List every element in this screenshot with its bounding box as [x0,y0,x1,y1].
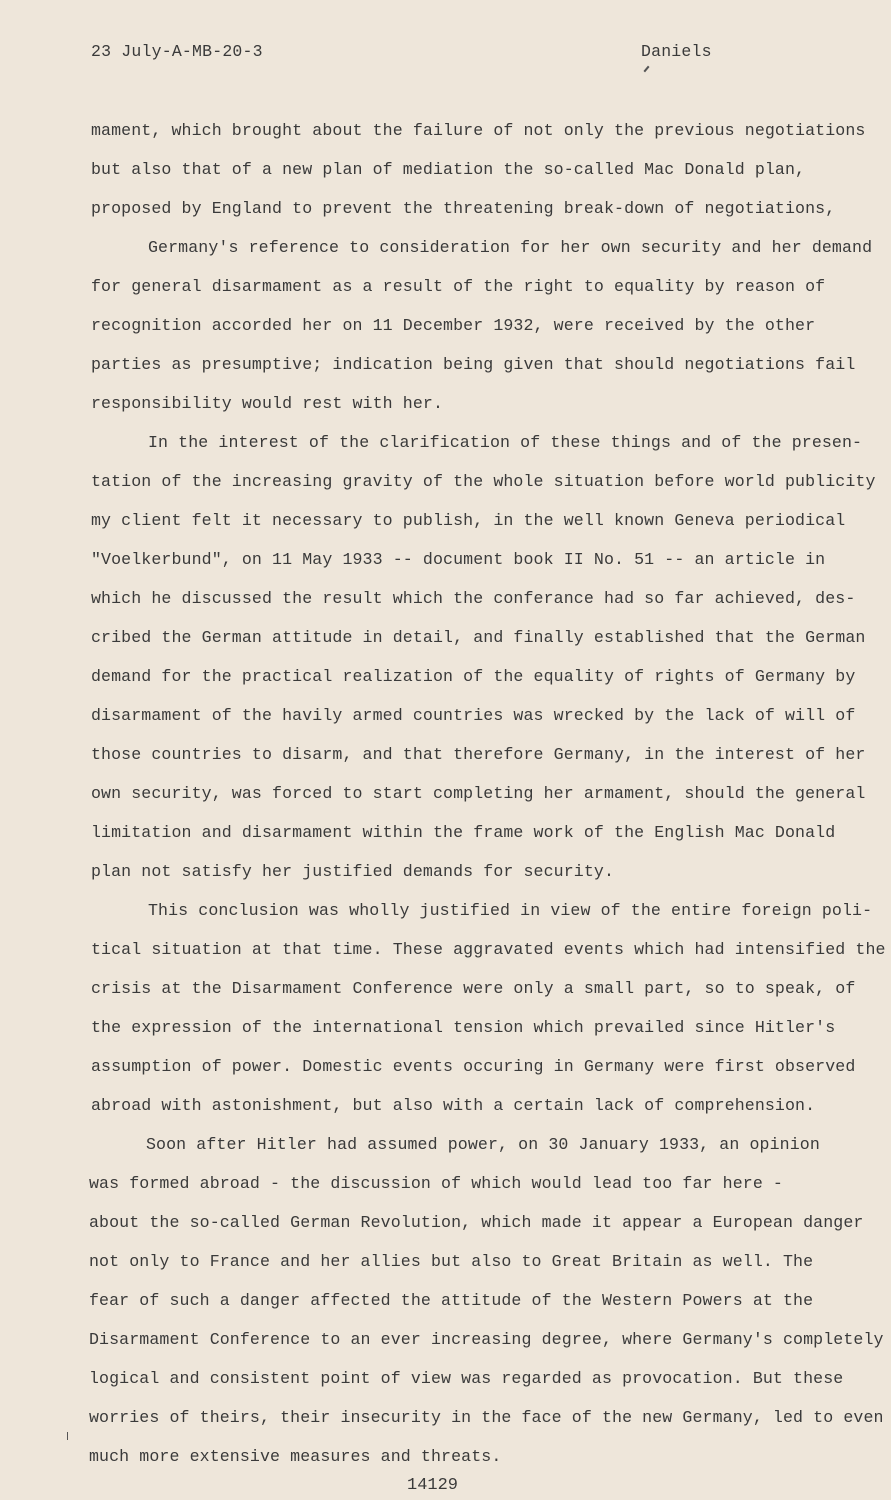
body-line: plan not satisfy her justified demands for security. [91,862,615,881]
body-line: much more extensive measures and threats. [89,1447,502,1466]
body-line: for general disarmament as a result of the right to equality by reason of [91,277,826,296]
body-line: my client felt it necessary to publish, in the well known Geneva periodical [91,511,846,530]
body-line: disarmament of the havily armed countries was wrecked by the lack of will of [91,706,856,725]
document-reference: 23 July-A-MB-20-3 [91,42,263,61]
body-line: own security, was forced to start completing her armament, should the general [91,784,866,803]
body-line: assumption of power. Domestic events occuring in Germany were first observed [91,1057,856,1076]
body-line: worries of theirs, their insecurity in the face of the new Germany, led to even [89,1408,884,1427]
body-line: demand for the practical realization of the equality of rights of Germany by [91,667,856,686]
body-line: logical and consistent point of view was regarded as provocation. But these [89,1369,844,1388]
body-line: cribed the German attitude in detail, and finally established that the German [91,628,866,647]
body-line: parties as presumptive; indication being given that should negotiations fail [91,355,856,374]
body-line: about the so-called German Revolution, which made it appear a European danger [89,1213,864,1232]
body-line: In the interest of the clarification of these things and of the presen- [148,433,863,452]
body-line: mament, which brought about the failure of not only the previous negotiations [91,121,866,140]
body-line: responsibility would rest with her. [91,394,444,413]
body-line: those countries to disarm, and that therefore Germany, in the interest of her [91,745,866,764]
body-line: fear of such a danger affected the attitude of the Western Powers at the [89,1291,814,1310]
page-number: 14129 [407,1476,459,1495]
body-line: "Voelkerbund", on 11 May 1933 -- document book II No. 51 -- an article in [91,550,826,569]
body-line: but also that of a new plan of mediation the so-called Mac Donald plan, [91,160,806,179]
body-line: not only to France and her allies but also to Great Britain as well. The [89,1252,814,1271]
body-line: abroad with astonishment, but also with a certain lack of comprehension. [91,1096,816,1115]
body-line: crisis at the Disarmament Conference were only a small part, so to speak, of [91,979,856,998]
body-line: Germany's reference to consideration for her own security and her demand [148,238,873,257]
speaker-name: Daniels [641,42,712,61]
body-line: proposed by England to prevent the threatening break-down of negotiations, [91,199,836,218]
body-line: Soon after Hitler had assumed power, on 30 January 1933, an opinion [146,1135,820,1154]
body-line: was formed abroad - the discussion of which would lead too far here - [89,1174,783,1193]
body-line: tical situation at that time. These aggravated events which had intensified the [91,940,886,959]
body-line: limitation and disarmament within the frame work of the English Mac Donald [91,823,836,842]
body-line: This conclusion was wholly justified in view of the entire foreign poli- [148,901,873,920]
body-line: recognition accorded her on 11 December 1932, were received by the other [91,316,816,335]
pencil-mark [67,1432,68,1440]
body-line: tation of the increasing gravity of the whole situation before world publicity [91,472,876,491]
body-line: Disarmament Conference to an ever increasing degree, where Germany's completely [89,1330,884,1349]
body-line: the expression of the international tension which prevailed since Hitler's [91,1018,836,1037]
body-line: which he discussed the result which the conferance had so far achieved, des- [91,589,856,608]
pencil-mark [643,66,649,73]
